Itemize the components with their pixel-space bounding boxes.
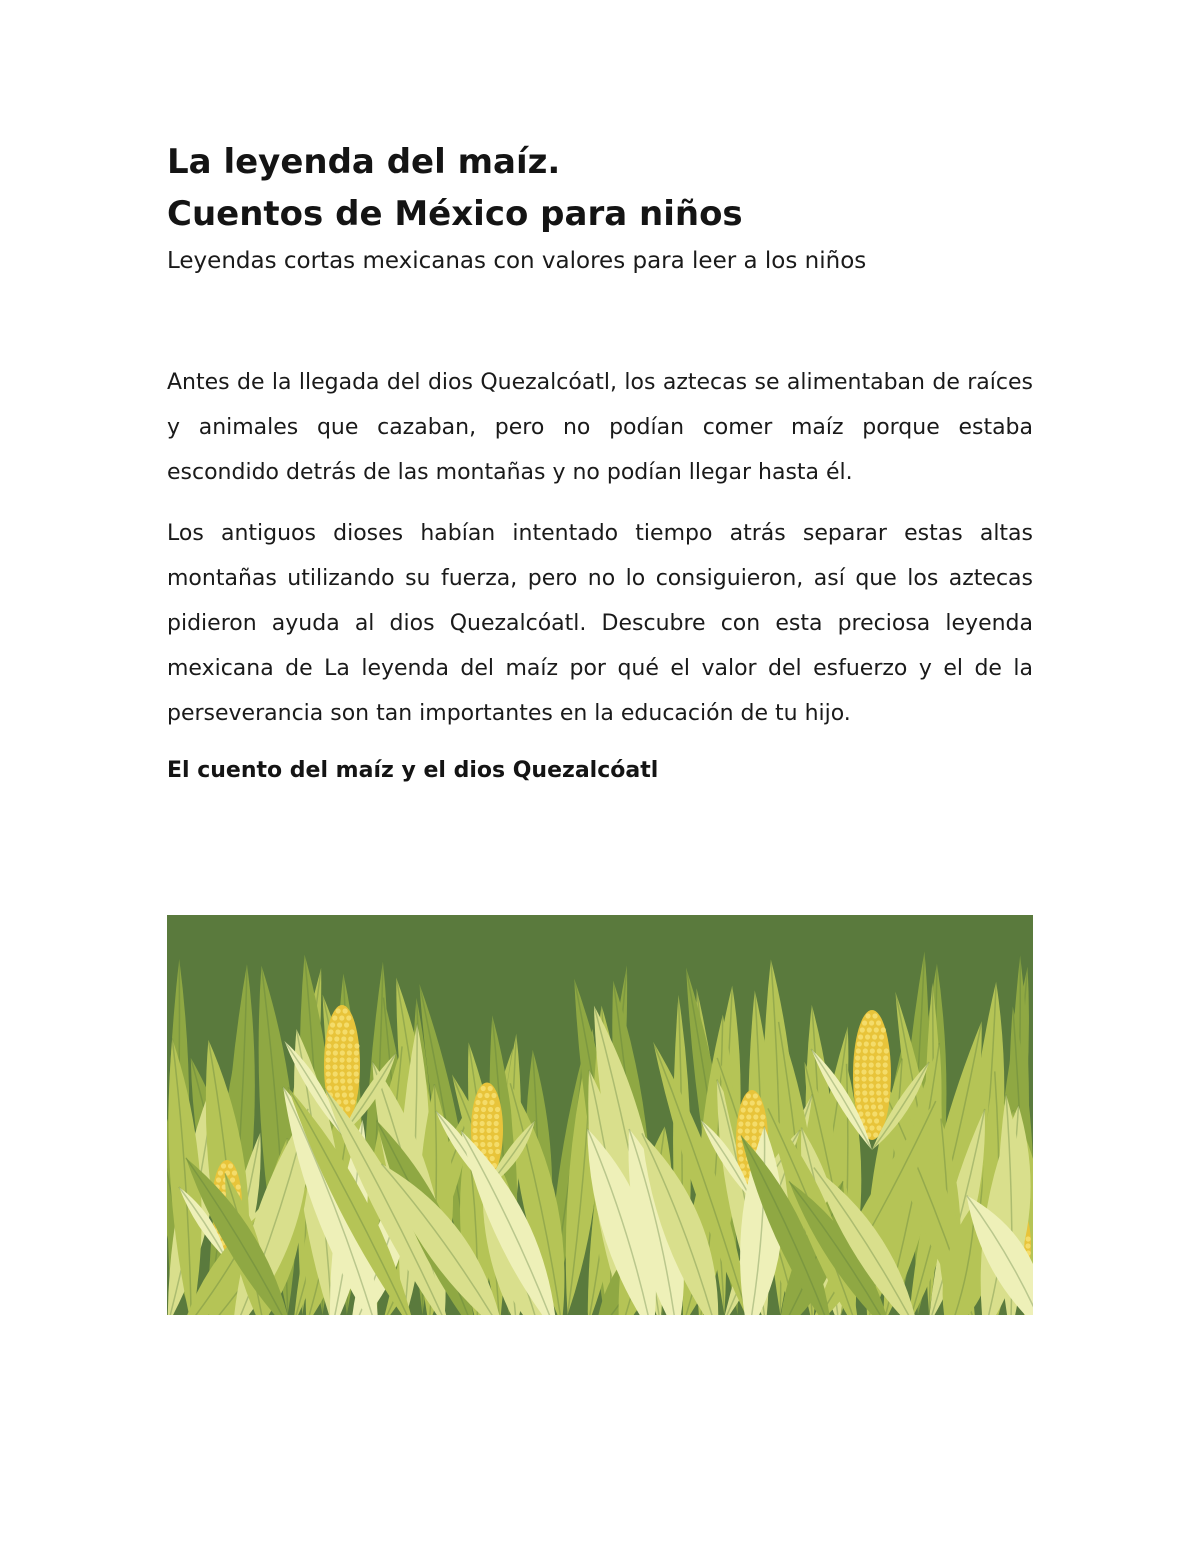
corn-kernel bbox=[738, 1128, 743, 1133]
corn-kernel bbox=[491, 1093, 496, 1098]
corn-kernel bbox=[336, 1008, 341, 1013]
corn-kernel bbox=[343, 1008, 348, 1013]
corn-kernel bbox=[751, 1142, 756, 1147]
corn-kernel bbox=[876, 1125, 881, 1130]
corn-kernel bbox=[876, 1055, 881, 1060]
corn-kernel bbox=[879, 1034, 884, 1039]
corn-kernel bbox=[332, 1015, 337, 1020]
corn-kernel bbox=[883, 1083, 888, 1088]
corn-kernel bbox=[883, 1055, 888, 1060]
corn-kernel bbox=[488, 1107, 493, 1112]
corn-kernel bbox=[855, 1083, 860, 1088]
corn-kernel bbox=[876, 1090, 881, 1095]
corn-kernel bbox=[326, 1050, 331, 1055]
corn-kernel bbox=[334, 1036, 339, 1041]
corn-kernel bbox=[347, 1043, 352, 1048]
corn-kernel bbox=[746, 1114, 751, 1119]
corn-kernel bbox=[751, 1135, 756, 1140]
corn-kernel bbox=[346, 1064, 351, 1069]
corn-kernel bbox=[864, 1041, 869, 1046]
corn-kernel bbox=[752, 1121, 757, 1126]
corn-kernel bbox=[875, 1069, 880, 1074]
corn-kernel bbox=[757, 1100, 762, 1105]
corn-kernel bbox=[760, 1114, 765, 1119]
corn-kernel bbox=[857, 1041, 862, 1046]
corn-kernel bbox=[863, 1048, 868, 1053]
corn-kernel bbox=[856, 1097, 861, 1102]
corn-kernel bbox=[883, 1062, 888, 1067]
corn-kernel bbox=[346, 1015, 351, 1020]
corn-kernel bbox=[882, 1069, 887, 1074]
corn-kernel bbox=[347, 1078, 352, 1083]
corn-kernel bbox=[872, 1111, 877, 1116]
corn-kernel bbox=[869, 1083, 874, 1088]
corn-kernel bbox=[340, 1050, 345, 1055]
corn-kernel bbox=[741, 1107, 746, 1112]
corn-kernel bbox=[489, 1100, 494, 1105]
corn-kernel bbox=[856, 1048, 861, 1053]
corn-kernel bbox=[881, 1027, 886, 1032]
corn-kernel bbox=[325, 1057, 330, 1062]
corn-kernel bbox=[349, 1092, 354, 1097]
corn-kernel bbox=[473, 1114, 478, 1119]
corn-kernel bbox=[877, 1097, 882, 1102]
corn-kernel bbox=[473, 1135, 478, 1140]
corn-kernel bbox=[472, 1128, 477, 1133]
corn-kernel bbox=[337, 1022, 342, 1027]
corn-kernel bbox=[868, 1069, 873, 1074]
document-title: La leyenda del maíz. bbox=[167, 142, 561, 182]
corn-kernel bbox=[339, 1064, 344, 1069]
corn-kernel bbox=[332, 1057, 337, 1062]
corn-kernel bbox=[865, 1111, 870, 1116]
corn-kernel bbox=[327, 1085, 332, 1090]
corn-kernel bbox=[353, 1064, 358, 1069]
corn-kernel bbox=[487, 1121, 492, 1126]
corn-kernel bbox=[480, 1121, 485, 1126]
corn-kernel bbox=[857, 1104, 862, 1109]
corn-kernel bbox=[759, 1121, 764, 1126]
corn-kernel bbox=[861, 1069, 866, 1074]
corn-kernel bbox=[488, 1149, 493, 1154]
corn-kernel bbox=[480, 1135, 485, 1140]
corn-kernel bbox=[746, 1093, 751, 1098]
corn-kernel bbox=[750, 1100, 755, 1105]
corn-kernel bbox=[481, 1086, 486, 1091]
corn-kernel bbox=[221, 1163, 226, 1168]
corn-kernel bbox=[326, 1071, 331, 1076]
corn-kernel bbox=[871, 1104, 876, 1109]
corn-kernel bbox=[494, 1121, 499, 1126]
corn-kernel bbox=[495, 1107, 500, 1112]
corn-kernel bbox=[738, 1121, 743, 1126]
corn-kernel bbox=[865, 1013, 870, 1018]
document-title-secondary: Cuentos de México para niños bbox=[167, 194, 743, 234]
corn-kernel bbox=[326, 1043, 331, 1048]
corn-kernel bbox=[854, 1069, 859, 1074]
corn-kernel bbox=[488, 1086, 493, 1091]
corn-kernel bbox=[339, 1057, 344, 1062]
corn-kernel bbox=[333, 1071, 338, 1076]
corn-kernel bbox=[878, 1041, 883, 1046]
corn-kernel bbox=[481, 1107, 486, 1112]
corn-kernel bbox=[350, 1099, 355, 1104]
corn-kernel bbox=[1026, 1236, 1031, 1241]
corn-field-drawing bbox=[167, 915, 1033, 1315]
corn-kernel bbox=[882, 1076, 887, 1081]
corn-kernel bbox=[348, 1085, 353, 1090]
corn-kernel bbox=[745, 1128, 750, 1133]
corn-kernel bbox=[335, 1092, 340, 1097]
section-heading: El cuento del maíz y el dios Quezalcóatl bbox=[167, 758, 659, 783]
corn-kernel bbox=[862, 1062, 867, 1067]
corn-kernel bbox=[494, 1142, 499, 1147]
corn-kernel bbox=[874, 1118, 879, 1123]
corn-kernel bbox=[228, 1163, 233, 1168]
corn-kernel bbox=[855, 1062, 860, 1067]
corn-kernel bbox=[484, 1093, 489, 1098]
corn-kernel bbox=[855, 1055, 860, 1060]
corn-kernel bbox=[875, 1076, 880, 1081]
corn-kernel bbox=[218, 1170, 223, 1175]
corn-kernel bbox=[480, 1114, 485, 1119]
corn-kernel bbox=[487, 1135, 492, 1140]
corn-kernel bbox=[486, 1128, 491, 1133]
corn-kernel bbox=[855, 1090, 860, 1095]
corn-kernel bbox=[876, 1083, 881, 1088]
document-subtitle: Leyendas cortas mexicanas con valores para leer a los niños bbox=[167, 248, 867, 274]
corn-kernel bbox=[333, 1050, 338, 1055]
corn-kernel bbox=[326, 1078, 331, 1083]
corn-kernel bbox=[349, 1029, 354, 1034]
corn-kernel bbox=[334, 1085, 339, 1090]
corn-kernel bbox=[868, 1076, 873, 1081]
corn-kernel bbox=[869, 1055, 874, 1060]
corn-kernel bbox=[354, 1050, 359, 1055]
corn-kernel bbox=[862, 1055, 867, 1060]
corn-kernel bbox=[494, 1114, 499, 1119]
corn-kernel bbox=[876, 1062, 881, 1067]
corn-kernel bbox=[232, 1170, 237, 1175]
corn-kernel bbox=[477, 1093, 482, 1098]
corn-kernel bbox=[737, 1142, 742, 1147]
corn-kernel bbox=[354, 1043, 359, 1048]
corn-kernel bbox=[347, 1071, 352, 1076]
corn-kernel bbox=[327, 1036, 332, 1041]
description-paragraph: Los antiguos dioses habían intentado tiempo atrás separar estas altas montañas utilizando su fuerza, pero no lo consiguieron, así que los aztecas pidieron ayuda al dios Quezalcóatl. Descubre con esta preciosa leyenda mexicana de La leyenda del maíz por qué el valor del esfuerzo y el de la perseverancia son tan importantes en la educación de tu hijo. bbox=[167, 521, 1033, 726]
corn-kernel bbox=[335, 1029, 340, 1034]
corn-kernel bbox=[475, 1100, 480, 1105]
corn-kernel bbox=[339, 1015, 344, 1020]
corn-kernel bbox=[740, 1163, 745, 1168]
corn-field-illustration bbox=[167, 915, 1033, 1315]
corn-kernel bbox=[332, 1064, 337, 1069]
corn-kernel bbox=[482, 1100, 487, 1105]
corn-kernel bbox=[739, 1156, 744, 1161]
corn-kernel bbox=[328, 1029, 333, 1034]
corn-kernel bbox=[346, 1057, 351, 1062]
corn-kernel bbox=[854, 1076, 859, 1081]
corn-kernel bbox=[858, 1034, 863, 1039]
corn-kernel bbox=[330, 1022, 335, 1027]
corn-kernel bbox=[874, 1027, 879, 1032]
corn-kernel bbox=[480, 1142, 485, 1147]
corn-kernel bbox=[738, 1149, 743, 1154]
corn-kernel bbox=[876, 1020, 881, 1025]
corn-kernel bbox=[883, 1090, 888, 1095]
corn-kernel bbox=[860, 1027, 865, 1032]
corn-kernel bbox=[342, 1029, 347, 1034]
corn-kernel bbox=[752, 1128, 757, 1133]
corn-kernel bbox=[861, 1076, 866, 1081]
corn-kernel bbox=[325, 1064, 330, 1069]
corn-kernel bbox=[739, 1114, 744, 1119]
corn-kernel bbox=[867, 1027, 872, 1032]
corn-kernel bbox=[479, 1128, 484, 1133]
corn-kernel bbox=[872, 1034, 877, 1039]
intro-paragraph: Antes de la llegada del dios Quezalcóatl, los aztecas se alimentaban de raíces y animales que cazaban, pero no podían comer maíz porque estaba escondido detrás de las montañas y no podían llegar hasta él. bbox=[167, 370, 1033, 485]
corn-kernel bbox=[494, 1135, 499, 1140]
corn-kernel bbox=[744, 1135, 749, 1140]
corn-kernel bbox=[753, 1093, 758, 1098]
corn-kernel bbox=[353, 1057, 358, 1062]
corn-kernel bbox=[870, 1097, 875, 1102]
corn-kernel bbox=[878, 1104, 883, 1109]
corn-kernel bbox=[753, 1114, 758, 1119]
corn-kernel bbox=[236, 1184, 241, 1189]
corn-kernel bbox=[493, 1128, 498, 1133]
document-page bbox=[167, 136, 1033, 788]
corn-kernel bbox=[342, 1092, 347, 1097]
corn-kernel bbox=[869, 1125, 874, 1130]
corn-kernel bbox=[871, 1041, 876, 1046]
corn-kernel bbox=[347, 1050, 352, 1055]
corn-kernel bbox=[345, 1106, 350, 1111]
corn-kernel bbox=[340, 1043, 345, 1048]
corn-kernel bbox=[869, 1062, 874, 1067]
corn-kernel bbox=[745, 1121, 750, 1126]
corn-kernel bbox=[869, 1090, 874, 1095]
corn-kernel bbox=[344, 1022, 349, 1027]
corn-kernel bbox=[495, 1149, 500, 1154]
corn-kernel bbox=[755, 1107, 760, 1112]
corn-kernel bbox=[354, 1071, 359, 1076]
corn-kernel bbox=[341, 1036, 346, 1041]
corn-kernel bbox=[865, 1034, 870, 1039]
corn-kernel bbox=[869, 1020, 874, 1025]
corn-kernel bbox=[864, 1104, 869, 1109]
corn-kernel bbox=[333, 1078, 338, 1083]
corn-kernel bbox=[216, 1177, 221, 1182]
corn-kernel bbox=[862, 1090, 867, 1095]
corn-kernel bbox=[474, 1107, 479, 1112]
corn-kernel bbox=[884, 1097, 889, 1102]
corn-kernel bbox=[487, 1114, 492, 1119]
corn-kernel bbox=[487, 1142, 492, 1147]
corn-kernel bbox=[333, 1043, 338, 1048]
corn-kernel bbox=[340, 1071, 345, 1076]
corn-kernel bbox=[343, 1099, 348, 1104]
corn-kernel bbox=[872, 1013, 877, 1018]
corn-kernel bbox=[873, 1132, 878, 1137]
corn-kernel bbox=[354, 1078, 359, 1083]
corn-kernel bbox=[743, 1100, 748, 1105]
corn-kernel bbox=[862, 1020, 867, 1025]
corn-kernel bbox=[879, 1111, 884, 1116]
corn-kernel bbox=[870, 1048, 875, 1053]
corn-kernel bbox=[884, 1048, 889, 1053]
corn-kernel bbox=[473, 1121, 478, 1126]
corn-kernel bbox=[748, 1107, 753, 1112]
corn-kernel bbox=[348, 1036, 353, 1041]
corn-kernel bbox=[340, 1078, 345, 1083]
corn-kernel bbox=[490, 1156, 495, 1161]
corn-kernel bbox=[341, 1085, 346, 1090]
corn-kernel bbox=[863, 1097, 868, 1102]
corn-kernel bbox=[877, 1048, 882, 1053]
corn-kernel bbox=[1025, 1243, 1030, 1248]
corn-kernel bbox=[867, 1118, 872, 1123]
corn-kernel bbox=[862, 1083, 867, 1088]
